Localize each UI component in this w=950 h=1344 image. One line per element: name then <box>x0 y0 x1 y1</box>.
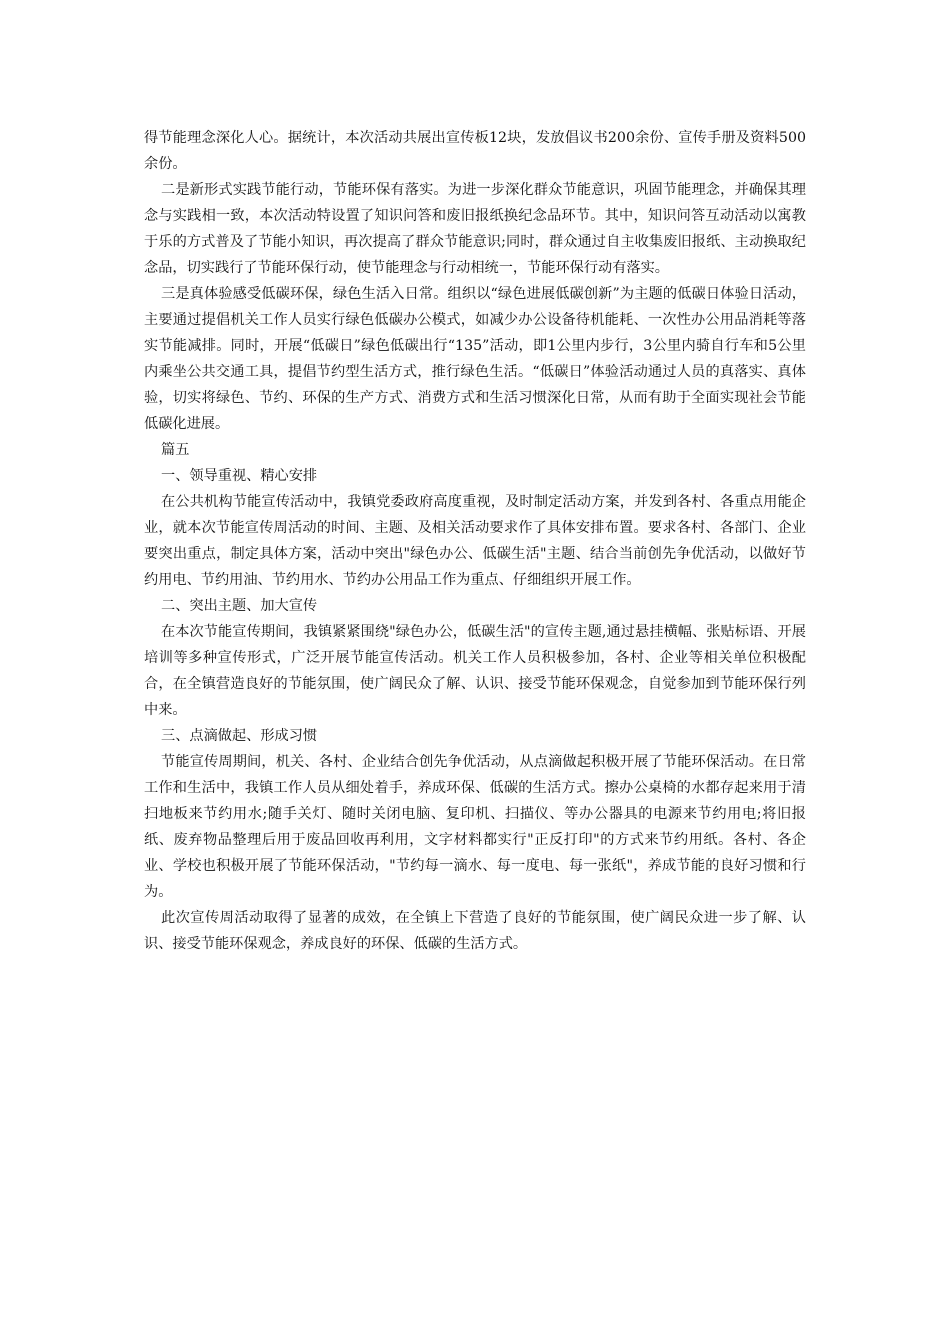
paragraph-continuation: 得节能理念深化人心。据统计，本次活动共展出宣传板12块，发放倡议书200余份、宣传手册及资料500余份。 <box>144 130 806 172</box>
paragraph-leadership: 在公共机构节能宣传活动中，我镇党委政府高度重视，及时制定活动方案，并发到各村、各重点用能企业，就本次节能宣传周活动的时间、主题、及相关活动要求作了具体安排布置。要求各村、各部门、企业要突出重点，制定具体方案，活动中突出"绿色办公、低碳生活"主题、结合当前创先争优活动，以做好节约用电、节约用油、节约用水、节约办公用品工作为重点、仔细组织开展工作。 <box>144 494 806 588</box>
paragraph-habits: 节能宣传周期间，机关、各村、企业结合创先争优活动，从点滴做起积极开展了节能环保活动。在日常工作和生活中，我镇工作人员从细处着手，养成环保、低碳的生活方式。擦办公桌椅的水都存起来用于清扫地板来节约用水;随手关灯、随时关闭电脑、复印机、扫描仪、等办公器具的电源来节约用电;将旧报纸、废弃物品整理后用于废品回收再利用，文字材料都实行"正反打印"的方式来节约用纸。各村、各企业、学校也积极开展了节能环保活动，"节约每一滴水、每一度电、每一张纸"，养成节能的良好习惯和行为。 <box>144 754 806 900</box>
document-body <box>144 125 806 957</box>
paragraph-conclusion: 此次宣传周活动取得了显著的成效，在全镇上下营造了良好的节能氛围，使广阔民众进一步了解、认识、接受节能环保观念，养成良好的环保、低碳的生活方式。 <box>144 910 806 952</box>
subheading-habits: 三、点滴做起、形成习惯 <box>161 728 318 744</box>
subheading-publicity: 二、突出主题、加大宣传 <box>161 598 318 614</box>
section-title: 篇五 <box>161 442 190 458</box>
paragraph-publicity: 在本次节能宣传期间，我镇紧紧围绕"绿色办公，低碳生活"的宣传主题,通过悬挂横幅、张贴标语、开展培训等多种宣传形式，广泛开展节能宣传活动。机关工作人员积极参加，各村、企业等相关单位积极配合，在全镇营造良好的节能氛围，使广阔民众了解、认识、接受节能环保观念，自觉参加到节能环保行列中来。 <box>144 624 806 718</box>
paragraph-practice: 二是新形式实践节能行动，节能环保有落实。为进一步深化群众节能意识，巩固节能理念，并确保其理念与实践相一致，本次活动特设置了知识问答和废旧报纸换纪念品环节。其中，知识问答互动活动以寓教于乐的方式普及了节能小知识，再次提高了群众节能意识;同时，群众通过自主收集废旧报纸、主动换取纪念品，切实践行了节能环保行动，使节能理念与行动相统一，节能环保行动有落实。 <box>144 182 806 276</box>
subheading-leadership: 一、领导重视、精心安排 <box>161 468 318 484</box>
paragraph-low-carbon: 三是真体验感受低碳环保，绿色生活入日常。组织以“绿色进展低碳创新”为主题的低碳日体验日活动，主要通过提倡机关工作人员实行绿色低碳办公模式，如减少办公设备待机能耗、一次性办公用品消耗等落实节能减排。同时，开展“低碳日”绿色低碳出行“135”活动，即1公里内步行，3公里内骑自行车和5公里内乘坐公共交通工具，提倡节约型生活方式，推行绿色生活。“低碳日”体验活动通过人员的真落实、真体验，切实将绿色、节约、环保的生产方式、消费方式和生活习惯深化日常，从而有助于全面实现社会节能低碳化进展。 <box>144 286 806 432</box>
